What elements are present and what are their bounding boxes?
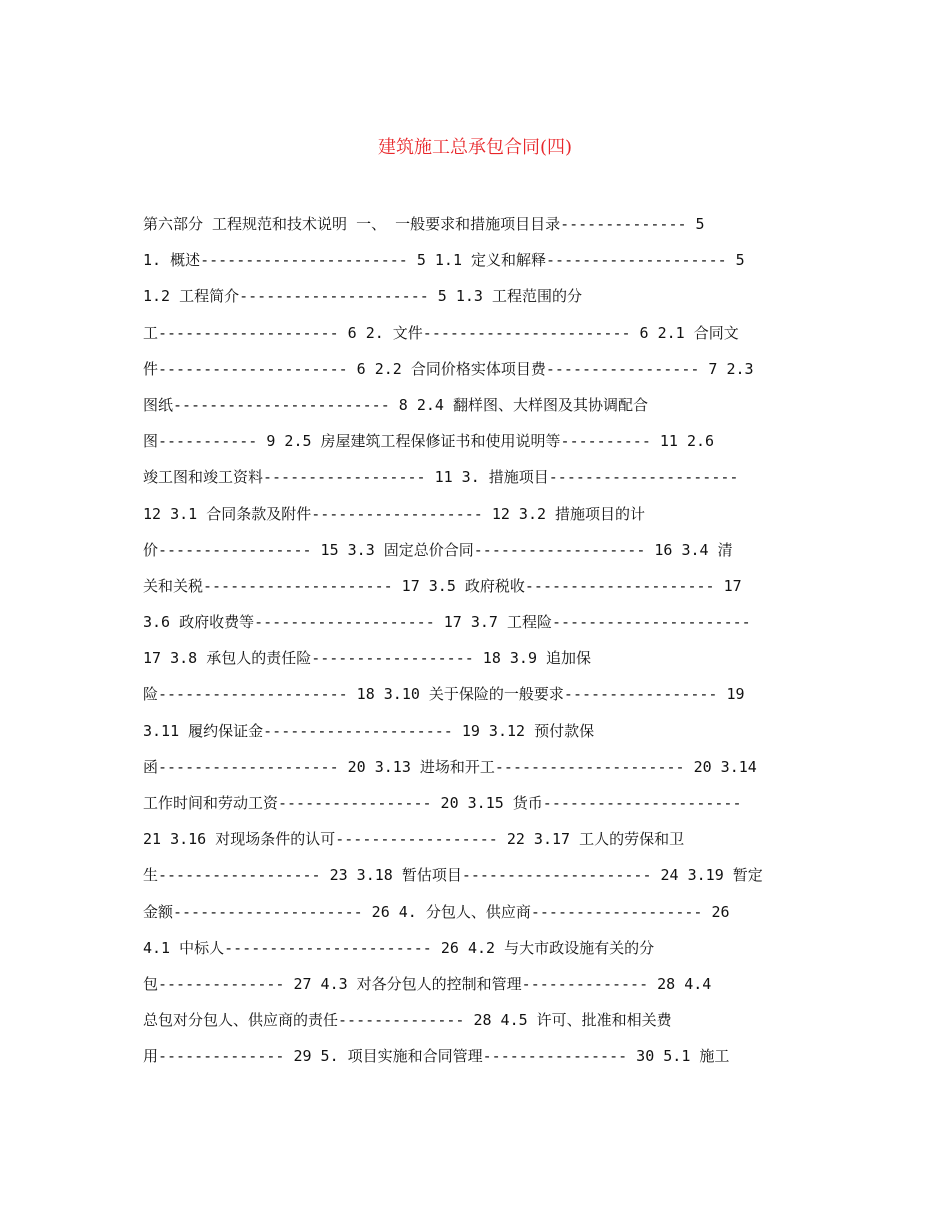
toc-line: 件--------------------- 6 2.2 合同价格实体项目费----------------- 7 2.3 <box>143 359 754 378</box>
toc-line: 3.6 政府收费等-------------------- 17 3.7 工程险---------------------- <box>143 613 751 632</box>
toc-line: 价----------------- 15 3.3 固定总价合同------------------- 16 3.4 清 <box>143 540 733 559</box>
toc-line: 4.1 中标人----------------------- 26 4.2 与大市政设施有关的分 <box>143 938 655 957</box>
toc-line: 3.11 履约保证金--------------------- 19 3.12 预付款保 <box>143 721 595 740</box>
toc-line: 包-------------- 27 4.3 对各分包人的控制和管理-------------- 28 4.4 <box>143 974 712 993</box>
toc-line: 函-------------------- 20 3.13 进场和开工--------------------- 20 3.14 <box>143 757 757 776</box>
toc-line: 工-------------------- 6 2. 文件----------------------- 6 2.1 合同文 <box>143 323 739 342</box>
toc-line: 关和关税--------------------- 17 3.5 政府税收--------------------- 17 <box>143 576 742 595</box>
toc-line: 1. 概述----------------------- 5 1.1 定义和解释-------------------- 5 <box>143 251 745 270</box>
document-title: 建筑施工总承包合同(四) <box>377 137 573 158</box>
table-of-contents <box>143 206 813 1075</box>
toc-line: 用-------------- 29 5. 项目实施和合同管理---------------- 30 5.1 施工 <box>143 1047 730 1066</box>
toc-line: 21 3.16 对现场条件的认可------------------ 22 3.17 工人的劳保和卫 <box>143 830 685 849</box>
toc-line: 图----------- 9 2.5 房屋建筑工程保修证书和使用说明等---------- 11 2.6 <box>143 432 715 451</box>
toc-line: 生------------------ 23 3.18 暂估项目--------------------- 24 3.19 暂定 <box>143 866 763 885</box>
toc-line: 1.2 工程简介--------------------- 5 1.3 工程范围的分 <box>143 287 582 306</box>
toc-line: 总包对分包人、供应商的责任-------------- 28 4.5 许可、批准和相关费 <box>143 1011 672 1030</box>
toc-line: 竣工图和竣工资料------------------ 11 3. 措施项目--------------------- <box>143 468 739 487</box>
toc-line: 第六部分 工程规范和技术说明 一、 一般要求和措施项目目录-------------- 5 <box>143 215 705 233</box>
toc-line: 17 3.8 承包人的责任险------------------ 18 3.9 追加保 <box>143 649 592 668</box>
toc-line: 12 3.1 合同条款及附件------------------- 12 3.2 措施项目的计 <box>143 504 646 523</box>
toc-line: 险--------------------- 18 3.10 关于保险的一般要求----------------- 19 <box>143 685 745 704</box>
toc-line: 图纸------------------------ 8 2.4 翻样图、大样图及其协调配合 <box>143 395 648 414</box>
toc-line: 金额--------------------- 26 4. 分包人、供应商------------------- 26 <box>143 902 730 921</box>
toc-line: 工作时间和劳动工资----------------- 20 3.15 货币---------------------- <box>143 794 742 812</box>
